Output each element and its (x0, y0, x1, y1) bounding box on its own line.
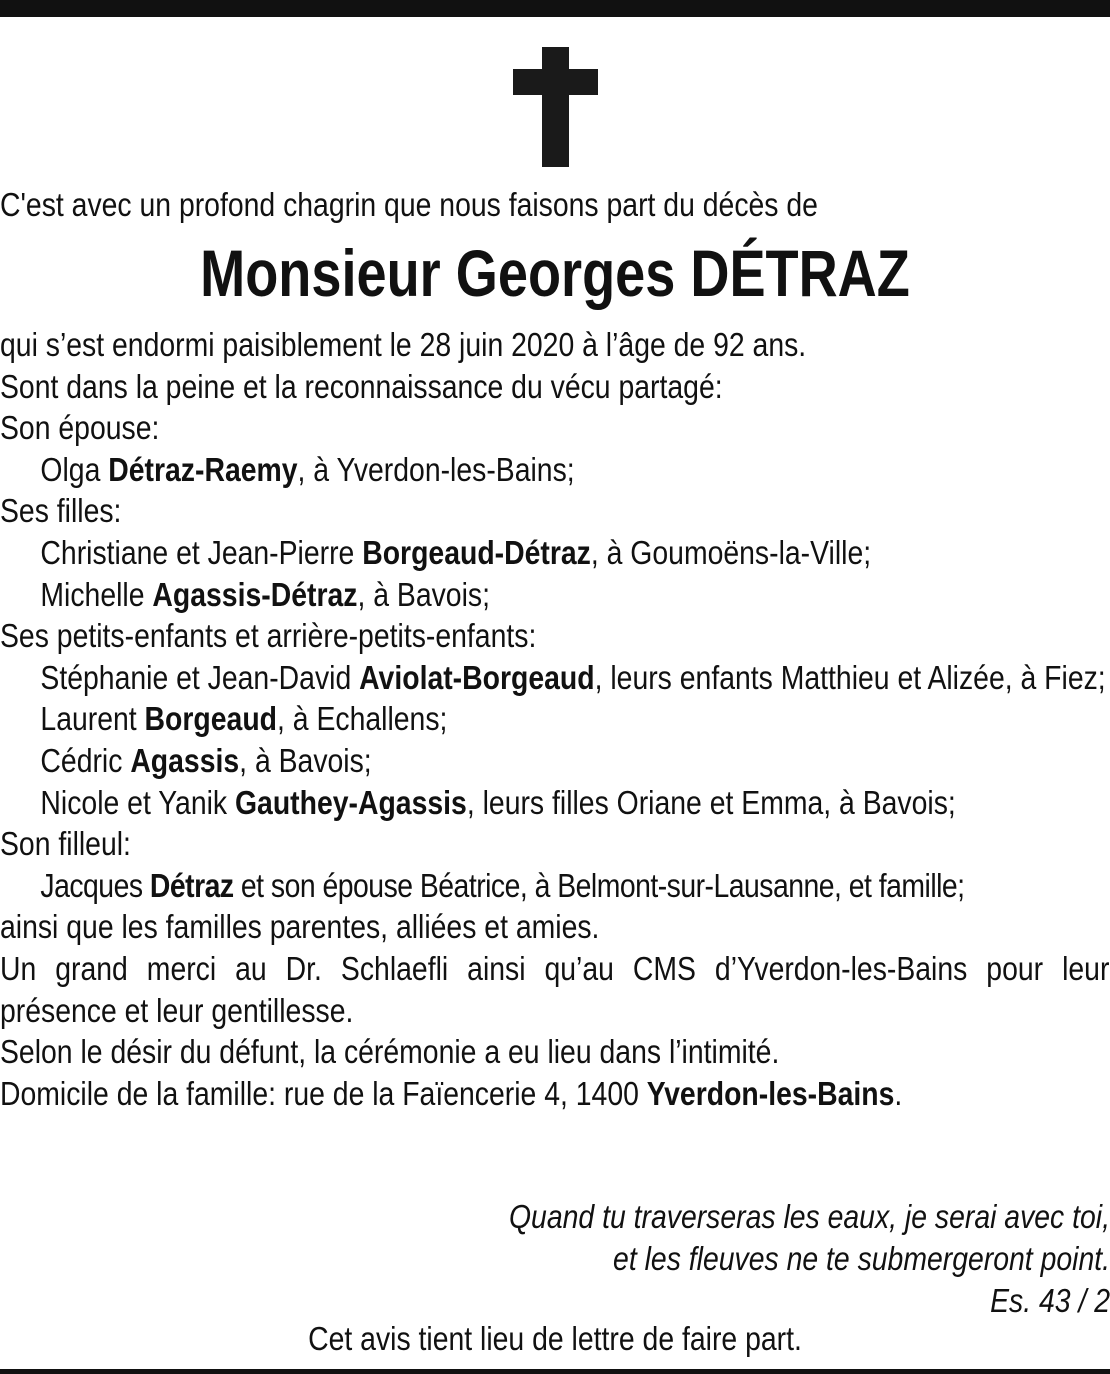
surname: Détraz (149, 866, 234, 904)
thanks-paragraph: Un grand merci au Dr. Schlaefli ainsi qu’au CMS d’Yverdon-les-Bains pour leur présence et leur gentillesse. (0, 949, 1110, 1029)
family-intro-line: Sont dans la peine et la reconnaissance du vécu partagé: (0, 367, 723, 405)
surname: Borgeaud (144, 700, 278, 738)
quote-line-1: Quand tu traverseras les eaux, je serai avec toi, (508, 1198, 1110, 1235)
ceremony-line: Selon le désir du défunt, la cérémonie a eu lieu dans l’intimité. (0, 1033, 780, 1071)
domicile-line: Domicile de la famille: rue de la Faïencerie 4, 1400 Yverdon-les-Bains. (0, 1074, 903, 1112)
intro-text: C'est avec un profond chagrin que nous faisons part du décès de (0, 186, 818, 223)
quote-reference: Es. 43 / 2 (990, 1282, 1110, 1319)
domicile-city: Yverdon-les-Bains (646, 1074, 895, 1112)
daughter-entry: Michelle Agassis-Détraz, à Bavois; (40, 575, 490, 613)
announcement-body (0, 324, 1109, 1114)
surname: Détraz-Raemy (108, 450, 298, 488)
daughters-heading: Ses filles: (0, 492, 122, 530)
deceased-name: Monsieur Georges DÉTRAZ (200, 236, 910, 310)
surname: Borgeaud-Détraz (362, 533, 591, 571)
grandchild-entry: Laurent Borgeaud, à Echallens; (40, 700, 448, 738)
godson-entry: Jacques Détraz et son épouse Béatrice, à Belmont-sur-Lausanne, et famille; (40, 866, 965, 904)
grandchildren-heading: Ses petits-enfants et arrière-petits-enfants: (0, 617, 537, 655)
death-line: qui s’est endormi paisiblement le 28 juin 2020 à l’âge de 92 ans. (0, 326, 807, 363)
surname: Agassis-Détraz (152, 575, 358, 613)
top-border-rule (0, 0, 1110, 17)
families-line: ainsi que les familles parentes, alliées et amies. (0, 908, 600, 946)
grandchild-entry: Stéphanie et Jean-David Aviolat-Borgeaud, leurs enfants Matthieu et Alizée, à Fiez; (40, 658, 1106, 696)
bottom-border-rule (0, 1369, 1110, 1374)
spouse-heading: Son épouse: (0, 409, 160, 447)
spouse-entry: Olga Détraz-Raemy, à Yverdon-les-Bains; (40, 450, 575, 488)
closing-note: Cet avis tient lieu de lettre de faire part. (308, 1320, 802, 1357)
grandchild-entry: Nicole et Yanik Gauthey-Agassis, leurs filles Oriane et Emma, à Bavois; (40, 783, 956, 821)
surname: Aviolat-Borgeaud (359, 658, 595, 696)
bible-quote (155, 1196, 1110, 1322)
surname: Gauthey-Agassis (234, 783, 467, 821)
surname: Agassis (130, 741, 240, 779)
cross-icon (513, 47, 598, 167)
daughter-entry: Christiane et Jean-Pierre Borgeaud-Détraz, à Goumoëns-la-Ville; (40, 533, 872, 571)
godson-heading: Son filleul: (0, 825, 131, 863)
grandchild-entry: Cédric Agassis, à Bavois; (40, 741, 372, 779)
quote-line-2: et les fleuves ne te submergeront point. (613, 1240, 1110, 1277)
